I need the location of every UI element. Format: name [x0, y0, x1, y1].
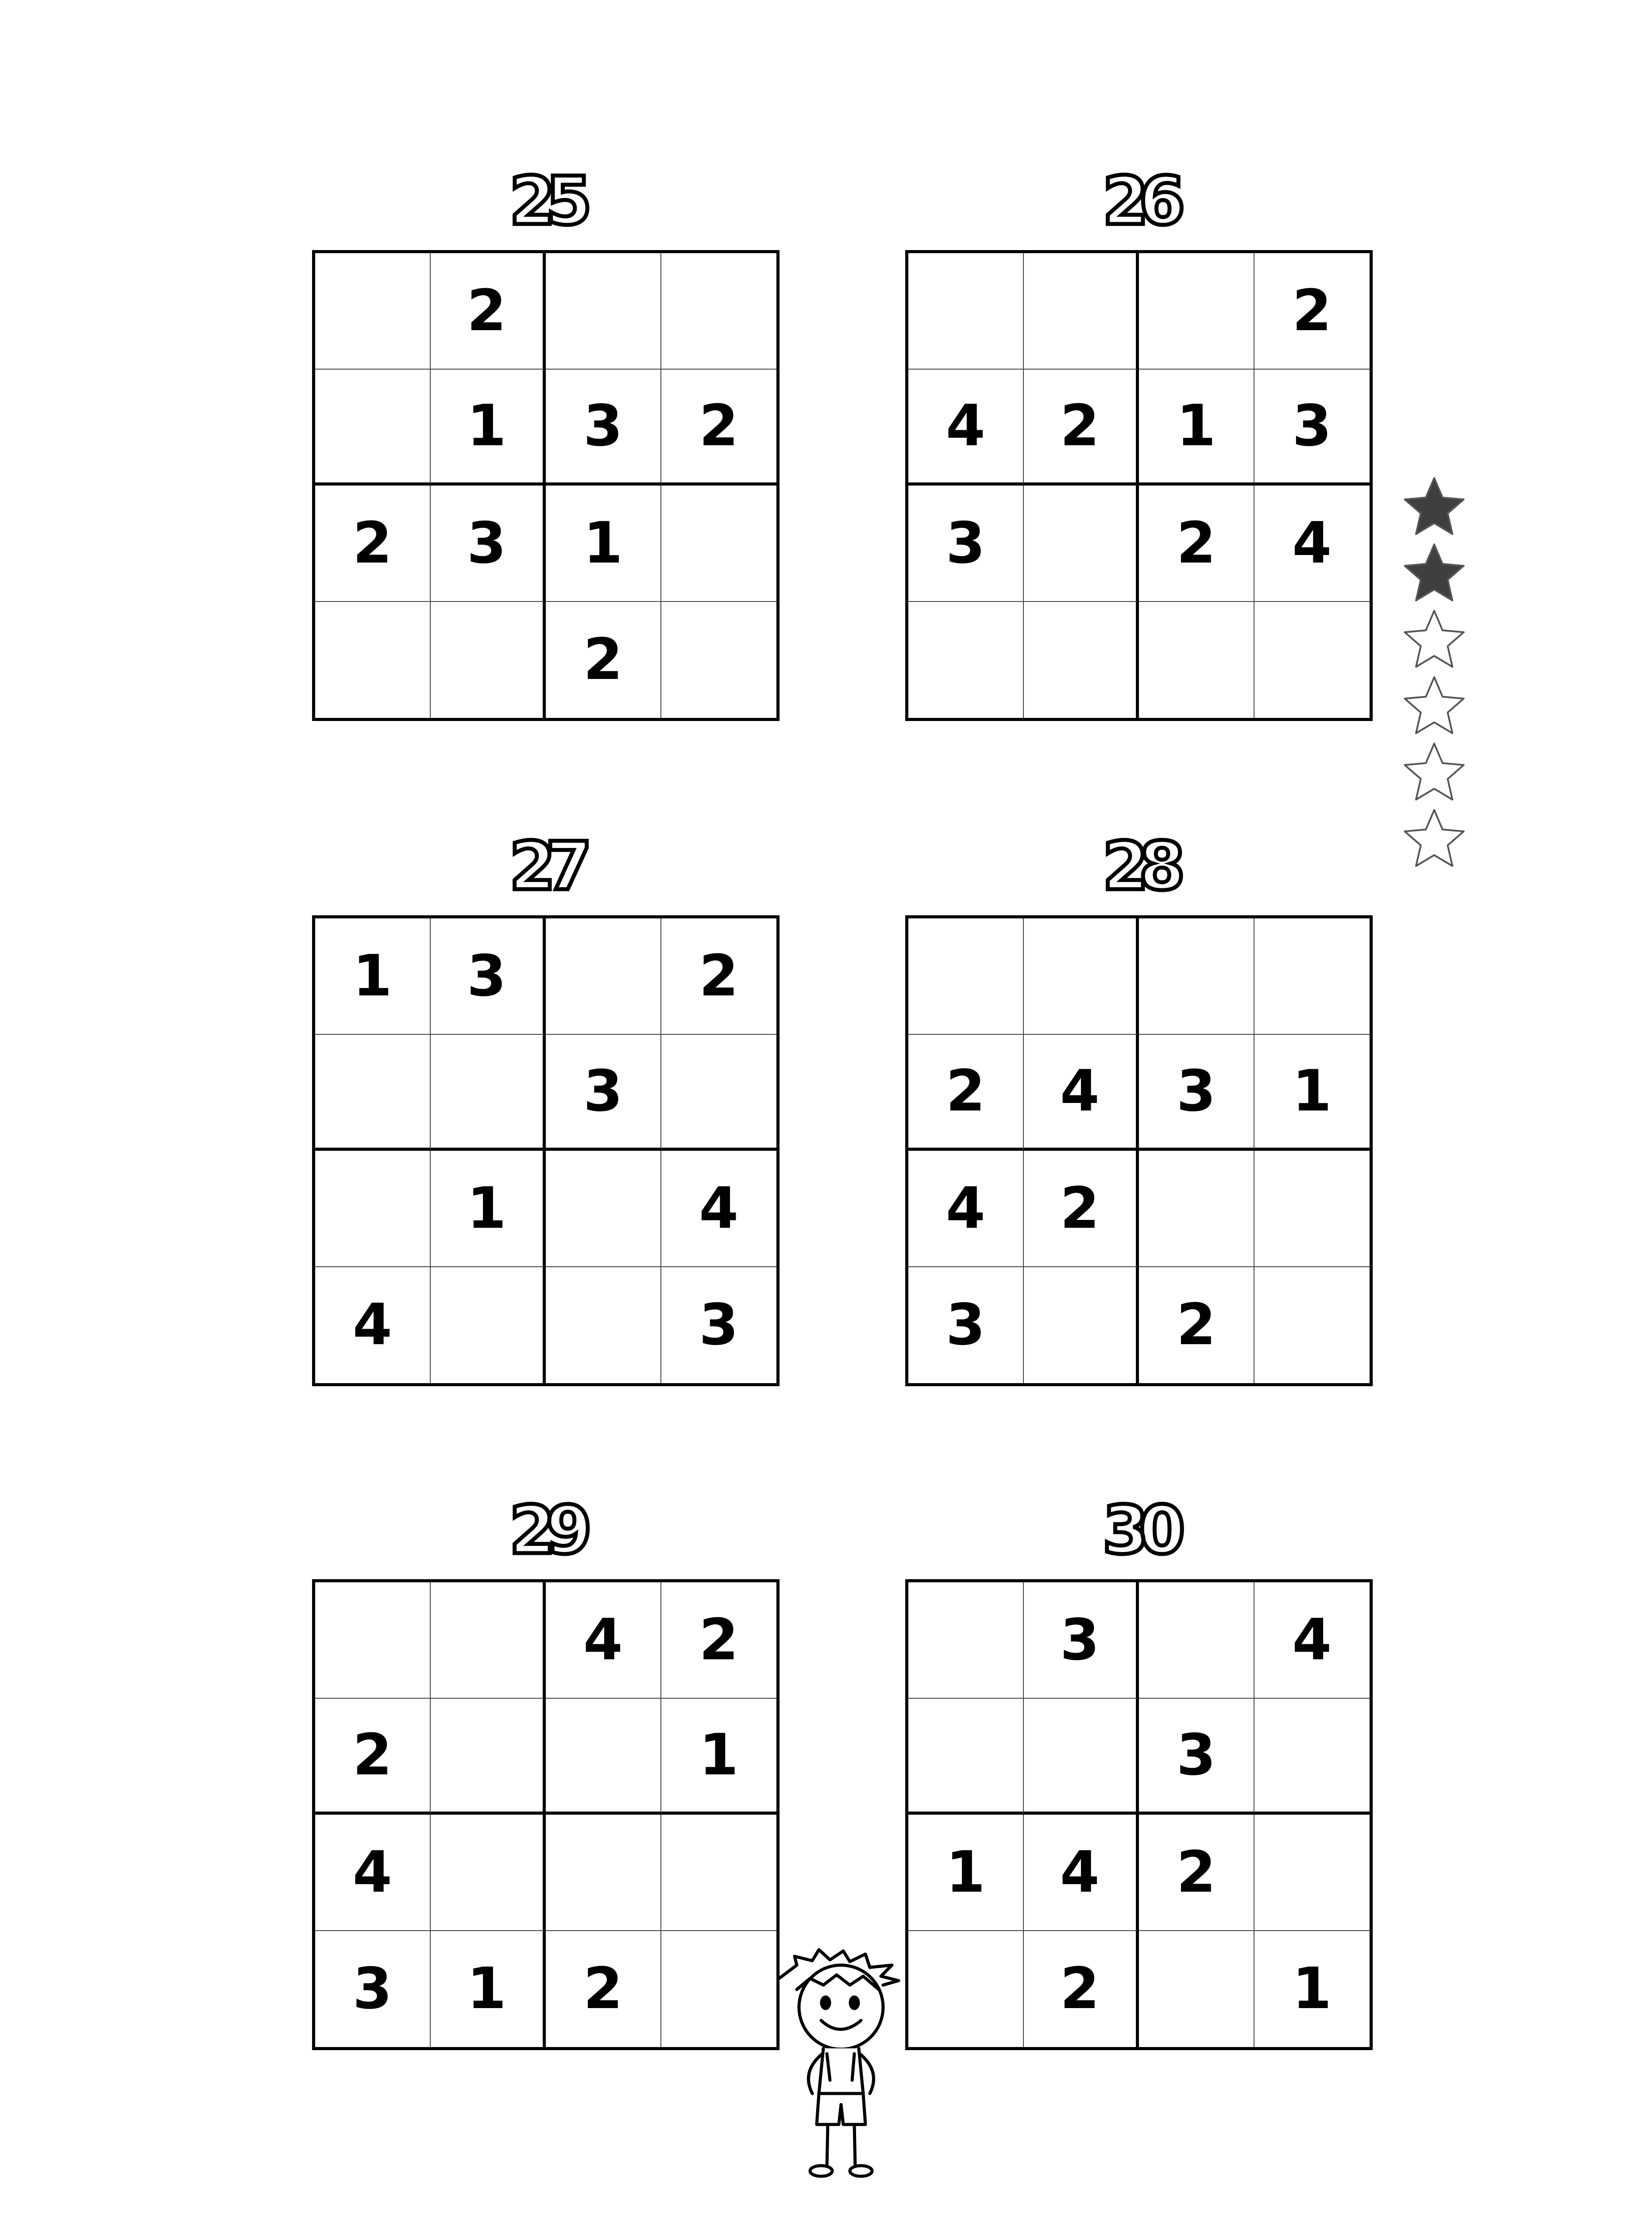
puzzle-30: [905, 1492, 1373, 2050]
grid-cell: [546, 253, 661, 370]
grid-cell: [908, 1699, 1024, 1815]
grid-cell: 1: [908, 1815, 1024, 1931]
grid-cell: 1: [546, 486, 661, 602]
star-empty-icon: [1399, 606, 1470, 673]
grid-cell: 2: [431, 253, 546, 370]
grid-cell: [1254, 918, 1370, 1035]
grid-cell: [315, 370, 431, 486]
grid-cell: [908, 1931, 1024, 2047]
grid-cell: [1024, 918, 1139, 1035]
grid-cell: 1: [1139, 370, 1254, 486]
grid-cell: 1: [661, 1699, 777, 1815]
star-empty-icon: [1399, 806, 1470, 872]
puzzle-29: [312, 1492, 780, 2050]
grid-cell: 4: [908, 370, 1024, 486]
grid-cell: [431, 1582, 546, 1699]
sudoku-grid: [312, 250, 780, 721]
grid-cell: [431, 602, 546, 718]
grid-cell: [1139, 1151, 1254, 1267]
sudoku-grid: [905, 1579, 1373, 2050]
grid-cell: 3: [908, 486, 1024, 602]
grid-cell: [661, 1815, 777, 1931]
grid-cell: [546, 1151, 661, 1267]
grid-cell: 2: [1254, 253, 1370, 370]
puzzle-number: 26: [1102, 163, 1176, 240]
grid-cell: 4: [315, 1267, 431, 1384]
grid-cell: [431, 1035, 546, 1151]
grid-cell: 3: [1024, 1582, 1139, 1699]
grid-cell: 2: [908, 1035, 1024, 1151]
grid-cell: 2: [546, 602, 661, 718]
grid-cell: 3: [908, 1267, 1024, 1384]
grid-cell: [1024, 486, 1139, 602]
grid-cell: 4: [1024, 1035, 1139, 1151]
grid-cell: 4: [315, 1815, 431, 1931]
grid-cell: 2: [1024, 1151, 1139, 1267]
grid-cell: 4: [1024, 1815, 1139, 1931]
puzzle-number: 27: [509, 828, 583, 905]
grid-cell: 1: [431, 1931, 546, 2047]
grid-cell: 3: [699, 1292, 739, 1358]
grid-cell: [546, 1267, 661, 1384]
puzzle-number: 29: [509, 1492, 583, 1569]
grid-cell: [1254, 602, 1370, 718]
puzzle-number: 30: [1102, 1492, 1176, 1569]
grid-cell: [1139, 602, 1254, 718]
grid-cell: 2: [546, 1931, 661, 2047]
grid-cell: [661, 1035, 777, 1151]
grid-cell: [431, 1267, 546, 1384]
grid-cell: [1254, 1267, 1370, 1384]
grid-cell: 4: [908, 1151, 1024, 1267]
puzzle-number: 28: [1102, 828, 1176, 905]
grid-cell: [1139, 918, 1254, 1035]
grid-cell: 3: [431, 918, 546, 1035]
star-filled-icon: [1399, 540, 1470, 606]
grid-cell: 2: [1024, 1931, 1139, 2047]
grid-cell: 2: [661, 918, 777, 1035]
sudoku-grid: [312, 915, 780, 1386]
grid-cell: 4: [661, 1151, 777, 1267]
grid-cell: 3: [315, 1931, 431, 2047]
puzzle-26: [905, 163, 1373, 721]
grid-cell: 2: [315, 486, 431, 602]
grid-cell: [1139, 1931, 1254, 2047]
sudoku-grid: [905, 250, 1373, 721]
grid-cell: [661, 1931, 777, 2047]
grid-cell: 3: [1139, 1035, 1254, 1151]
grid-cell: 1: [315, 918, 431, 1035]
grid-cell: [908, 253, 1024, 370]
grid-cell: [315, 1035, 431, 1151]
grid-cell: 2: [1139, 1267, 1254, 1384]
grid-cell: 2: [661, 370, 777, 486]
grid-cell: [1139, 1582, 1254, 1699]
grid-cell: 4: [1254, 1582, 1370, 1699]
grid-cell: [1024, 253, 1139, 370]
star-filled-icon: [1399, 474, 1470, 540]
grid-cell: 1: [431, 1151, 546, 1267]
grid-cell: [1024, 602, 1139, 718]
grid-cell: [1254, 1151, 1370, 1267]
grid-cell: [1024, 1699, 1139, 1815]
grid-cell: [431, 1699, 546, 1815]
puzzle-25: [312, 163, 780, 721]
grid-cell: [1254, 1699, 1370, 1815]
grid-cell: [315, 253, 431, 370]
grid-cell: 2: [1139, 486, 1254, 602]
grid-cell: [546, 1815, 661, 1931]
grid-cell: 3: [546, 1035, 661, 1151]
grid-cell: [1024, 1267, 1139, 1384]
grid-cell: [546, 1699, 661, 1815]
grid-cell: 2: [661, 1582, 777, 1699]
grid-cell: 2: [1024, 370, 1139, 486]
cartoon-boy-icon: [770, 1947, 916, 2186]
grid-cell: [315, 1151, 431, 1267]
grid-cell: 4: [1254, 486, 1370, 602]
sudoku-grid: [905, 915, 1373, 1386]
grid-cell: 3: [431, 486, 546, 602]
grid-cell: [661, 253, 777, 370]
grid-cell: [908, 918, 1024, 1035]
grid-cell: [1139, 253, 1254, 370]
grid-cell: [661, 602, 777, 718]
grid-cell: 3: [546, 370, 661, 486]
grid-cell: [1254, 1815, 1370, 1931]
grid-cell: [908, 1582, 1024, 1699]
sudoku-grid: [312, 1579, 780, 2050]
grid-cell: 2: [1139, 1815, 1254, 1931]
grid-cell: [431, 1815, 546, 1931]
difficulty-rating: [1399, 474, 1470, 872]
grid-cell: [908, 602, 1024, 718]
grid-cell: 4: [546, 1582, 661, 1699]
puzzle-27: [312, 828, 780, 1386]
grid-cell: [546, 918, 661, 1035]
star-empty-icon: [1399, 673, 1470, 739]
grid-cell: 3: [1139, 1699, 1254, 1815]
grid-cell: 2: [315, 1699, 431, 1815]
grid-cell: 1: [1292, 1956, 1332, 2022]
puzzle-28: [905, 828, 1373, 1386]
puzzle-number: 25: [509, 163, 583, 240]
star-empty-icon: [1399, 739, 1470, 806]
grid-cell: 3: [1254, 370, 1370, 486]
grid-cell: [661, 486, 777, 602]
grid-cell: [315, 1582, 431, 1699]
grid-cell: 1: [1254, 1035, 1370, 1151]
grid-cell: [315, 602, 431, 718]
grid-cell: 1: [431, 370, 546, 486]
